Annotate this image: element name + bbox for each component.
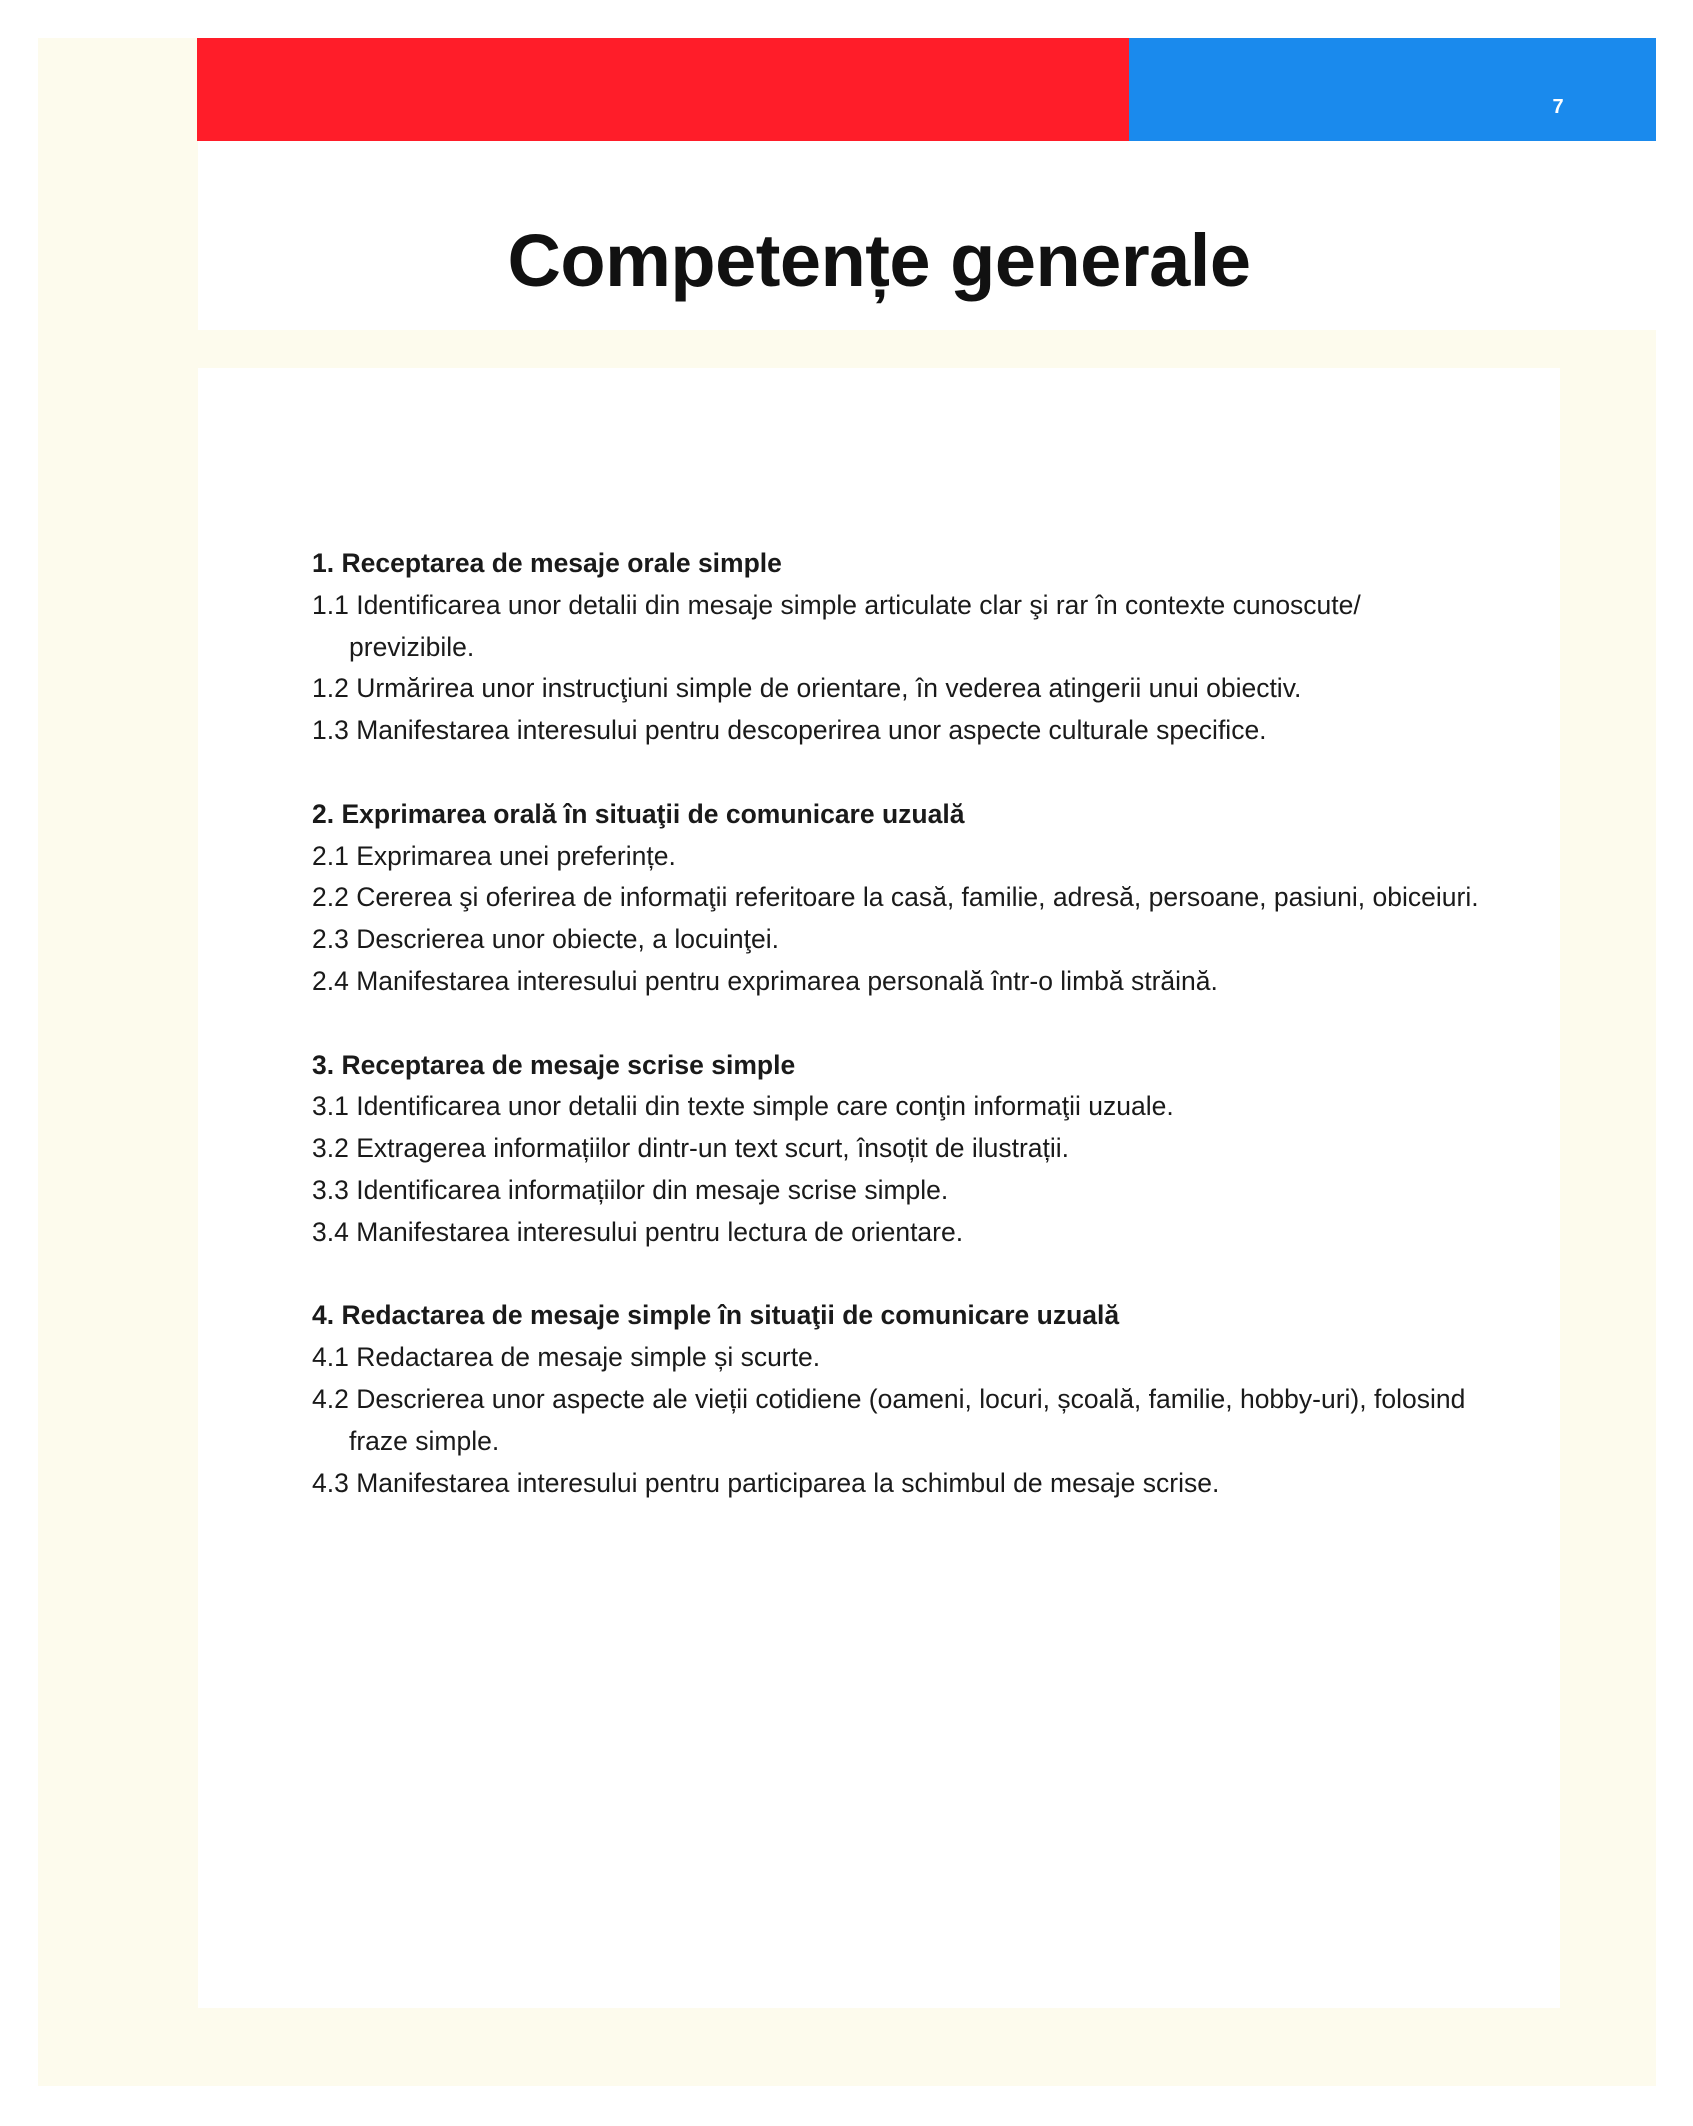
page-title: Competențe generale [507,219,1251,302]
section-heading: 1. Receptarea de mesaje orale simple [312,548,782,578]
competence-item: 4.2 Descrierea unor aspecte ale vieții cotidiene (oameni, locuri, școală, familie, hobby-uri), folosind fraze simple. [312,1383,1466,1456]
competence-item: 1.3 Manifestarea interesului pentru descoperirea unor aspecte culturale specifice. [312,715,1267,746]
page-number: 7 [1552,96,1564,118]
competence-item: 3.4 Manifestarea interesului pentru lectura de orientare. [312,1216,964,1247]
competence-item: 3.1 Identificarea unor detalii din texte simple care conţin informaţii uzuale. [312,1091,1174,1122]
page-frame-bottom [38,2008,1656,2086]
section-heading: 4. Redactarea de mesaje simple în situaţii de comunicare uzuală [312,1300,1120,1331]
section-written-production [312,1295,1492,1504]
competence-item: 2.2 Cererea şi oferirea de informaţii referitoare la casă, familie, adresă, persoane, pasiuni, obiceiuri. [312,882,1479,913]
section-oral-reception [312,543,1492,752]
section-oral-expression [312,794,1492,1003]
competence-item: 3.2 Extragerea informațiilor dintr-un text scurt, însoțit de ilustrații. [312,1133,1070,1164]
page-frame-right [1560,330,1656,2086]
page-frame-left [38,38,198,2086]
section-heading: 3. Receptarea de mesaje scrise simple [312,1049,796,1080]
competence-item: 4.3 Manifestarea interesului pentru participarea la schimbul de mesaje scrise. [312,1467,1220,1498]
competence-item: 2.1 Exprimarea unei preferințe. [312,840,676,871]
competence-item: 4.1 Redactarea de mesaje simple și scurte. [312,1342,821,1373]
competences-list [312,543,1492,1546]
title-separator-strip [198,330,1560,368]
competence-item: 1.1 Identificarea unor detalii din mesaje simple articulate clar şi rar în contexte cunoscute/ previzibile. [312,589,1361,662]
competence-item: 1.2 Urmărirea unor instrucţiuni simple de orientare, în vederea atingerii unui obiectiv. [312,673,1302,704]
competence-item: 3.3 Identificarea informațiilor din mesaje scrise simple. [312,1174,949,1205]
competence-item: 2.4 Manifestarea interesului pentru exprimarea personală într-o limbă străină. [312,965,1218,996]
competence-item: 2.3 Descrierea unor obiecte, a locuinţei. [312,924,779,955]
header-band-red [197,38,1129,141]
section-heading: 2. Exprimarea orală în situaţii de comunicare uzuală [312,798,965,829]
header-band-blue [1129,38,1656,141]
section-written-reception [312,1045,1492,1254]
